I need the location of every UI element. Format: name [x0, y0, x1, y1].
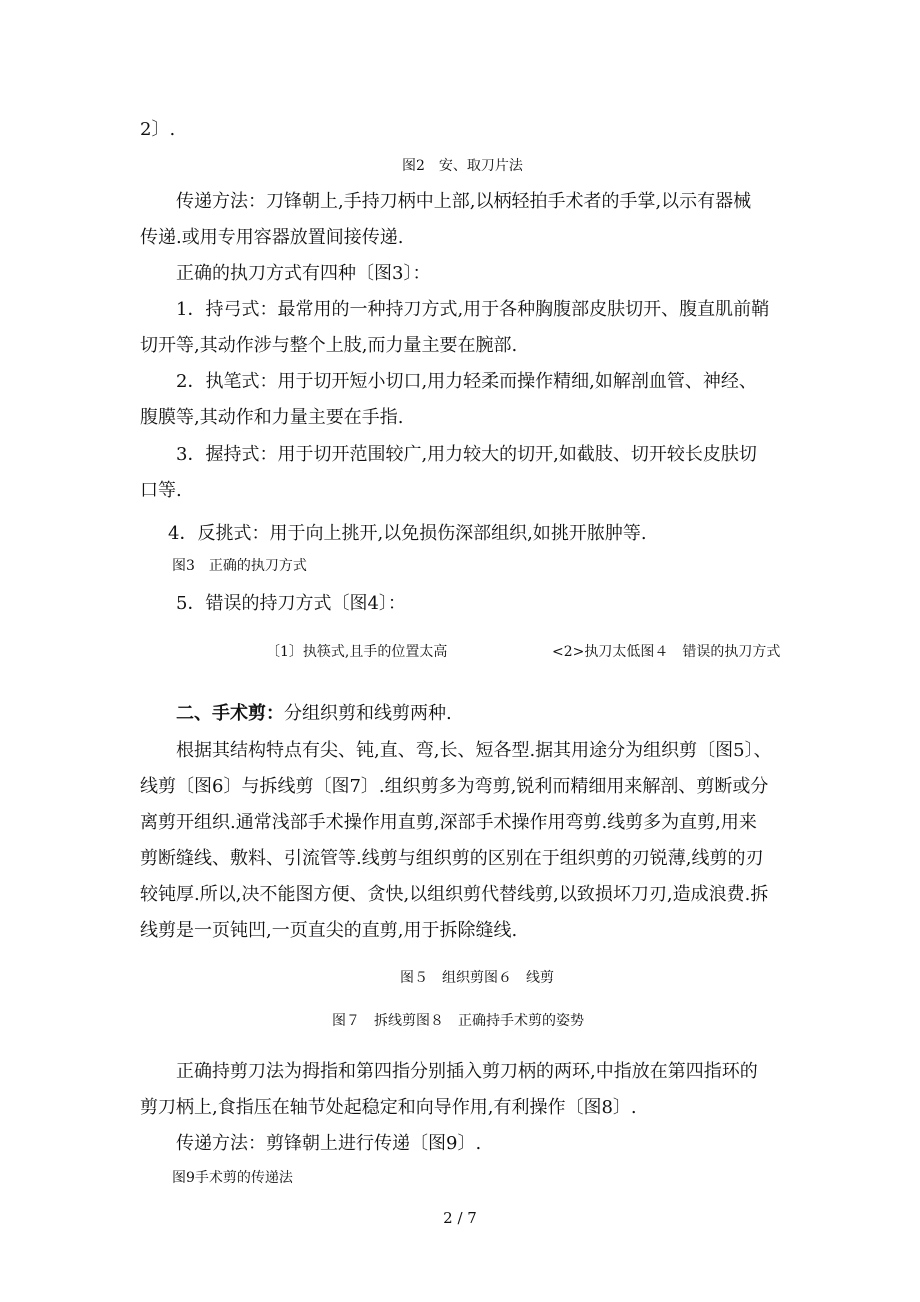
- scissors-grip-line-2: 剪刀柄上,食指压在轴节处起稳定和向导作用,有利操作〔图8〕.: [140, 1097, 637, 1118]
- grip-bow-line-1: 1．持弓式：最常用的一种持刀方式,用于各种胸腹部皮肤切开、腹直肌前鞘: [176, 299, 770, 320]
- scissors-passing: 传递方法：剪锋朝上进行传递〔图9〕.: [176, 1133, 482, 1154]
- figure-7-8-caption: 图７ 拆线剪图８ 正确持手术剪的姿势: [332, 1013, 584, 1029]
- page-number: 2 / 7: [443, 1209, 477, 1227]
- scissors-paragraph-line-3: 离剪开组织.通常浅部手术操作用直剪,深部手术操作用弯剪.线剪多为直剪,用来: [140, 812, 757, 833]
- scissors-paragraph-line-2: 线剪〔图6〕与拆线剪〔图7〕.组织剪多为弯剪,锐利而精细用来解剖、剪断或分: [140, 776, 769, 797]
- scissors-paragraph-line-6: 线剪是一页钝凹,一页直尖的直剪,用于拆除缝线.: [140, 920, 518, 941]
- blade-passing-line-2: 传递.或用专用容器放置间接传递.: [140, 227, 404, 248]
- scissors-heading: [176, 702, 452, 726]
- grip-reverse: 4．反挑式：用于向上挑开,以免损伤深部组织,如挑开脓肿等.: [168, 523, 647, 544]
- scissors-paragraph-line-5: 较钝厚.所以,决不能图方便、贪快,以组织剪代替线剪,以致损坏刀刃,造成浪费.拆: [140, 884, 769, 905]
- figure-4-right-caption: <2>执刀太低图４ 错误的执刀方式: [552, 644, 781, 660]
- scissors-paragraph-line-1: 根据其结构特点有尖、钝,直、弯,长、短各型.据其用途分为组织剪〔图5〕、: [176, 740, 772, 761]
- scissors-heading-label: 二、手术剪：: [176, 703, 284, 724]
- figure-3-caption: 图3 正确的执刀方式: [172, 558, 307, 574]
- figure-4-left-caption: 〔1〕执筷式,且手的位置太高: [266, 644, 448, 660]
- blade-passing-line-1: 传递方法：刀锋朝上,手持刀柄中上部,以柄轻拍手术者的手掌,以示有器械: [176, 191, 752, 212]
- scissors-paragraph-line-4: 剪断缝线、敷料、引流管等.线剪与组织剪的区别在于组织剪的刃锐薄,线剪的刃: [140, 848, 764, 869]
- grip-bow-line-2: 切开等,其动作涉与整个上肢,而力量主要在腕部.: [140, 335, 518, 356]
- figure-2-caption: 图2 安、取刀片法: [402, 158, 523, 174]
- wrong-grip-intro: 5．错误的持刀方式〔图4〕：: [176, 593, 406, 614]
- continuation-text: 2〕.: [140, 119, 176, 140]
- grip-intro: 正确的执刀方式有四种〔图3〕：: [176, 263, 431, 284]
- scissors-heading-text: 分组织剪和线剪两种.: [284, 703, 452, 724]
- scissors-grip-line-1: 正确持剪刀法为拇指和第四指分别插入剪刀柄的两环,中指放在第四指环的: [176, 1061, 758, 1082]
- grip-pen-line-2: 腹膜等,其动作和力量主要在手指.: [140, 407, 404, 428]
- figure-9-caption: 图9手术剪的传递法: [172, 1170, 293, 1186]
- grip-pen-line-1: 2．执笔式：用于切开短小切口,用力轻柔而操作精细,如解剖血管、神经、: [176, 371, 757, 392]
- grip-palm-line-1: 3．握持式：用于切开范围较广,用力较大的切开,如截肢、切开较长皮肤切: [176, 444, 757, 465]
- grip-palm-line-2: 口等.: [140, 480, 182, 501]
- figure-5-6-caption: 图５ 组织剪图６ 线剪: [400, 970, 554, 986]
